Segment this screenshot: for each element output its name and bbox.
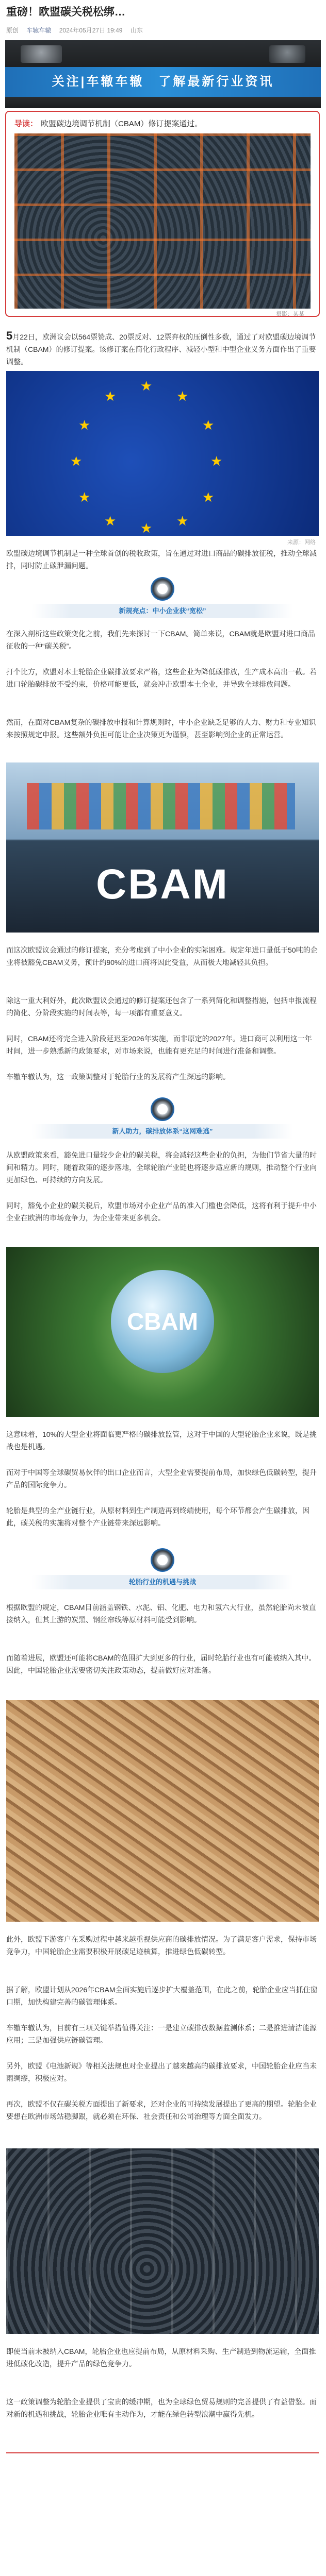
eu-star-icon: ★: [78, 489, 91, 505]
paragraph-11: 同时，豁免小企业的碳关税后，欧盟市场对小企业产品的准入门槛也会降低，这将有利于提升中小企业在欧洲的市场竞争力，为企业带来更多机会。: [6, 1201, 317, 1222]
section-title: 新规亮点：中小企业获“宽松”: [119, 607, 206, 615]
section-header-3: [6, 1548, 319, 1596]
eu-star-icon: ★: [78, 417, 91, 433]
paragraph-1: [6, 330, 319, 368]
steel-cord-image: [6, 1700, 319, 1922]
eu-flag-image: [6, 371, 319, 536]
paragraph-4: 打个比方，欧盟对本土轮胎企业碳排放要求严格，这些企业为降低碳排放，生产成本高出一截。若进口轮胎碳排放不受约束，价格可能更低，就会冲击欧盟本土企业，并导致全球排放问题。: [6, 668, 317, 688]
banner-bottom-image: [5, 97, 321, 108]
cbam-port-image: [6, 762, 319, 933]
section-header-2: [6, 1097, 319, 1145]
tire-image-right: [269, 45, 305, 63]
paragraph-13: 而对于中国等全球碳贸易伙伴的出口企业而言，大型企业需要提前布局，加快绿色低碳转型，提升产品的国际竞争力。: [6, 1468, 317, 1489]
paragraph-9: 车辙车辙认为，这一政策调整对于轮胎行业的发展将产生深远的影响。: [6, 1073, 230, 1081]
eu-star-icon: ★: [202, 417, 215, 433]
lead-box: [5, 111, 320, 317]
section-title: 新人助力，碳排放体系“这网难逃”: [112, 1127, 213, 1135]
paragraph-3: 在深入剖析这些政策变化之前，我们先来探讨一下CBAM。简单来说，CBAM就是欧盟对进口商品征收的一种“碳关税”。: [6, 630, 315, 650]
section-title-bar: [32, 1575, 293, 1589]
paragraph-18: 据了解，欧盟计划从2026年CBAM全面实施后逐步扩大覆盖范围，在此之前，轮胎企业应当抓住窗口期，加快构建完善的碳管理体系。: [6, 1986, 318, 2006]
section-header-1: [6, 577, 319, 624]
paragraph-21: 再次，欧盟不仅在碳关税方面提出了新要求，还对企业的可持续发展提出了更高的期望。轮胎企业要想在欧洲市场站稳脚跟，就必须在环保、社会责任和公司治理等方面全面发力。: [6, 2100, 317, 2121]
section-emblem-icon: [151, 577, 174, 601]
eu-star-icon: ★: [140, 378, 153, 394]
paragraph-6: 而这次欧盟议会通过的修订提案，充分考虑到了中小企业的实际困难。规定年进口量低于50吨的企业将被豁免CBAM义务，预计约90%的进口商将因此受益，从而极大地减轻其负担。: [6, 946, 318, 967]
containers-graphic: [27, 783, 295, 829]
article-title: 重磅！欧盟碳关税松绑…: [6, 6, 125, 18]
cbam-banner-text: CBAM: [96, 861, 229, 908]
section-title-bar: [32, 604, 293, 618]
eu-star-icon: ★: [210, 453, 223, 469]
tire-factory-image: [6, 2148, 319, 2334]
paragraph-19: 车辙车辙认为，目前有三项关键举措值得关注：一是建立碳排放数据监测体系；二是推进清洁能源应用；三是加强供应链碳管理。: [6, 2024, 317, 2044]
paragraph-16: 而随着进展，欧盟还可能将CBAM的范围扩大到更多的行业，届时轮胎行业也有可能被纳入其中。因此，中国轮胎企业需要密切关注政策动态，提前做好应对准备。: [6, 1654, 316, 1674]
paragraph-5: 然而，在面对CBAM复杂的碳排放申报和计算规则时，中小企业缺乏足够的人力、财力和专业知识来按照规定申报。这些额外负担可能让企业决策更为谨慎，甚至影响到企业的正常运营。: [6, 718, 316, 739]
meta-source: 原创: [6, 27, 19, 34]
paragraph-15: 根据欧盟的规定，CBAM目前涵盖钢铁、水泥、铝、化肥、电力和氢六大行业，虽然轮胎尚未被直接纳入，但其上游的炭黑、钢丝帘线等原材料可能受到影响。: [6, 1603, 316, 1624]
image-source-caption: 来源：网络: [287, 539, 316, 546]
lead-text: [14, 118, 202, 129]
paragraph-10: 从欧盟政策来看，豁免进口量较少企业的碳关税，将会减轻这些企业的负担，为他们节省大量的时间和精力。同时，随着政策的逐步落地，全球轮胎产业链也将逐步适应新的规则，推动整个行业向更加绿色、可持续的方向发展。: [6, 1151, 317, 1184]
follow-banner-text: 关注|车辙车辙 了解最新行业资讯: [52, 75, 274, 89]
eu-star-icon: ★: [104, 513, 117, 529]
paragraph-2: 欧盟碳边境调节机制是一种全球首创的税收政策，旨在通过对进口商品的碳排放征税，推动全球减排，同时防止碳泄漏问题。: [6, 549, 317, 570]
article-meta: [6, 26, 149, 35]
banner-top-image: [5, 40, 321, 67]
paragraph-20: 另外，欧盟《电池新规》等相关法规也对企业提出了越来越高的碳排放要求，中国轮胎企业应当未雨绸缪，积极应对。: [6, 2062, 317, 2082]
section-emblem-icon: [151, 1548, 174, 1572]
cbam-globe-image: [6, 1247, 319, 1417]
lead-tag: 导读：: [14, 120, 38, 128]
paragraph-14: 轮胎是典型的全产业链行业，从原材料到生产制造再到终端使用，每个环节都会产生碳排放，因此，碳关税的实施将对整个产业链带来深远影响。: [6, 1506, 309, 1527]
meta-author-link[interactable]: 车辕车辙: [26, 27, 52, 34]
tire-image-left: [21, 45, 62, 63]
paragraph-23: 这一政策调整为轮胎企业提供了宝贵的缓冲期，也为全球绿色贸易规则的完善提供了有益借鉴。面对新的机遇和挑战，轮胎企业唯有主动作为，才能在绿色转型浪潮中赢得先机。: [6, 2398, 317, 2418]
meta-time: 2024年05月27日 19:49: [59, 27, 123, 34]
paragraph-1-text: 月22日，欧洲议会以564票赞成、20票反对、12票弃权的压倒性多数，通过了对欧盟碳边境调节机制（CBAM）的修订提案。该修订案在简化行政程序、减轻小型和中型企业义务方面作出了重要调整。: [6, 333, 316, 366]
meta-location: 山东: [130, 27, 143, 34]
tire-warehouse-image: [14, 133, 311, 309]
eu-star-icon: ★: [104, 388, 117, 404]
cbam-globe-text: CBAM: [127, 1308, 198, 1335]
eu-star-icon: ★: [140, 520, 153, 536]
eu-star-icon: ★: [176, 388, 189, 404]
article-end-divider: [6, 2452, 319, 2453]
eu-star-icon: ★: [176, 513, 189, 529]
paragraph-8: 同时，CBAM还将完全进入阶段延迟至2026年实施，而非原定的2027年。进口商可以利用这一年时间，进一步熟悉新的政策要求，对市场来说，也能有更充足的时间进行准备和调整。: [6, 1035, 312, 1055]
follow-banner[interactable]: [5, 67, 321, 97]
paragraph-12: 这意味着，10%的大型企业将面临更严格的碳排放监管，这对于中国的大型轮胎企业来说，既是挑战也是机遇。: [6, 1430, 317, 1451]
eu-star-icon: ★: [70, 453, 83, 469]
paragraph-1-lead: 5: [6, 329, 13, 342]
paragraph-7: 除这一重大利好外，此次欧盟议会通过的修订提案还包含了一系列简化和调整措施，包括申报流程的简化、分阶段实施的时间表等，每一项都有重要意义。: [6, 996, 317, 1017]
paragraph-17: 此外，欧盟下游客户在采购过程中越来越重视供应商的碳排放情况。为了满足客户需求，保持市场竞争力，中国轮胎企业需要积极开展碳足迹核算，推进绿色低碳转型。: [6, 1935, 317, 1956]
paragraph-22: 即使当前未被纳入CBAM，轮胎企业也应提前布局，从原材料采购、生产制造到物流运输，全面推进低碳化改造，提升产品的绿色竞争力。: [6, 2347, 316, 2368]
lead-content: 欧盟碳边境调节机制（CBAM）修订提案通过。: [41, 120, 203, 128]
section-title: 轮胎行业的机遇与挑战: [128, 1578, 196, 1586]
section-title-bar: [32, 1124, 293, 1139]
photo-caption: 摄影：某某: [276, 311, 304, 317]
eu-star-icon: ★: [202, 489, 215, 505]
article-header: [6, 5, 320, 20]
section-emblem-icon: [151, 1097, 174, 1121]
